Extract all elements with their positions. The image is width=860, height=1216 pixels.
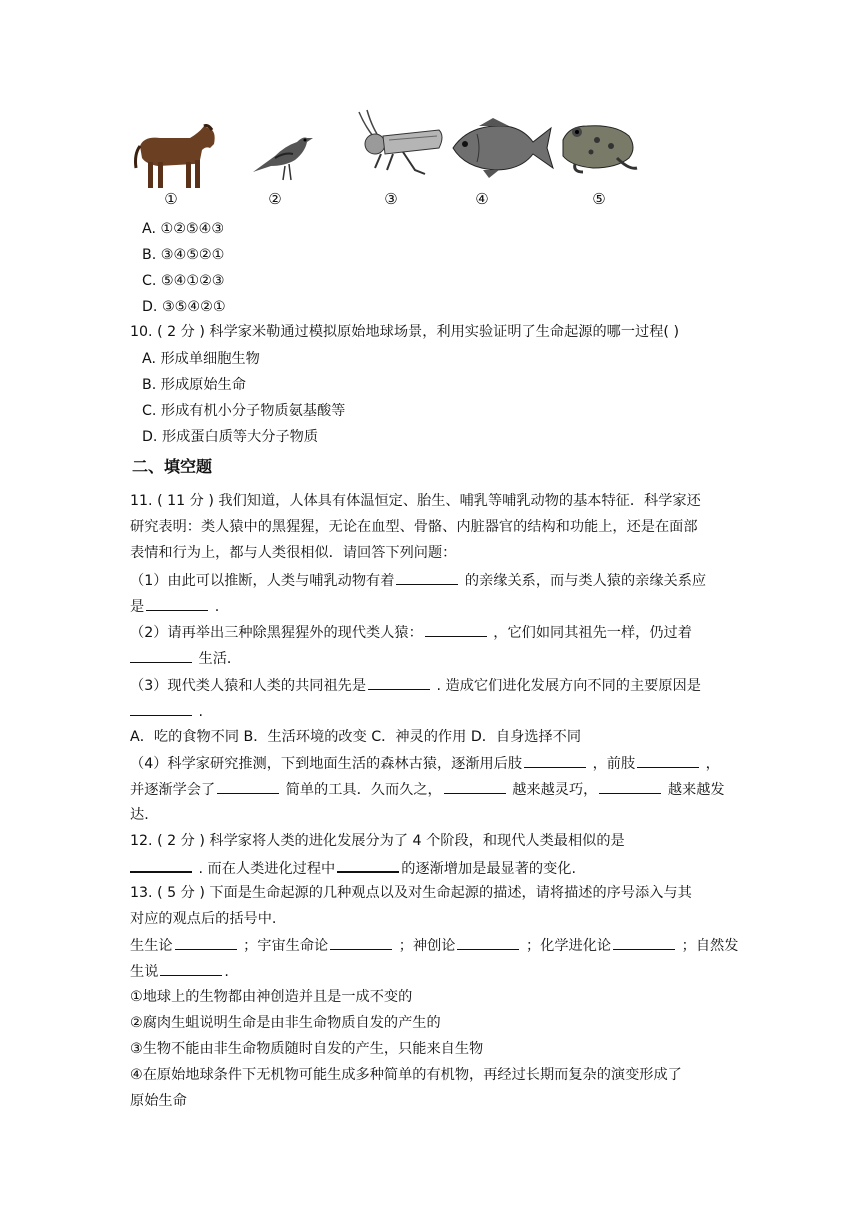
q11-line-2: 研究表明：类人猿中的黑猩猩，无论在血型、骨骼、内脏器官的结构和功能上，还是在面部	[130, 519, 698, 535]
q13-line-2: 对应的观点后的括号中.	[130, 911, 277, 927]
q10-option-d: D. 形成蛋白质等大分子物质	[142, 429, 319, 445]
q11-part-4-end: 达.	[130, 807, 149, 823]
section-title: 二、填空题	[132, 457, 213, 476]
q11-part-2: （2）请再举出三种除黑猩猩外的现代类人猿： ，它们如同其祖先一样，仍过着	[130, 622, 692, 643]
animal-label-3: ③	[384, 190, 398, 208]
q11-part-3-cont: .	[130, 701, 203, 722]
animal-label-4: ④	[475, 190, 489, 208]
q11-part-4-cont: 并逐渐学会了 简单的工具．久而久之， 越来越灵巧， 越来越发	[130, 779, 725, 800]
q10-stem: 10. ( 2 分 ) 科学家米勒通过模拟原始地球场景，利用实验证明了生命起源的哪一过程( )	[130, 324, 679, 340]
horse-icon	[130, 124, 222, 190]
q13-line-4: 生说 .	[130, 961, 229, 982]
q9-option-a: A. ①②⑤④③	[142, 221, 225, 237]
answer-blank[interactable]	[337, 857, 399, 873]
q9-option-d: D. ③⑤④②①	[142, 299, 226, 315]
q11-part-3-options: A．吃的食物不同 B．生活环境的改变 C．神灵的作用 D．自身选择不同	[130, 729, 582, 745]
animal-figure	[125, 108, 645, 208]
answer-blank[interactable]	[130, 648, 192, 663]
q11-part-1: （1）由此可以推断，人类与哺乳动物有着 的亲缘关系，而与类人猿的亲缘关系应	[130, 570, 706, 591]
q13-line-1: 13. ( 5 分 ) 下面是生命起源的几种观点以及对生命起源的描述，请将描述的序号添入与其	[130, 885, 692, 901]
animal-label-5: ⑤	[592, 190, 606, 208]
answer-blank[interactable]	[175, 935, 237, 950]
answer-blank[interactable]	[396, 570, 458, 585]
answer-blank[interactable]	[217, 779, 279, 794]
answer-blank[interactable]	[444, 779, 506, 794]
answer-blank[interactable]	[425, 622, 487, 637]
q9-option-b: B. ③④⑤②①	[142, 247, 225, 263]
q11-line-1: 11. ( 11 分 ) 我们知道，人体具有体温恒定、胎生、哺乳等哺乳动物的基本特征．科学家还	[130, 493, 701, 509]
q11-line-3: 表情和行为上，都与人类很相似．请回答下列问题：	[130, 545, 457, 561]
answer-blank[interactable]	[457, 935, 519, 950]
fish-icon	[449, 116, 555, 178]
answer-blank[interactable]	[524, 753, 586, 768]
q10-option-b: B. 形成原始生命	[142, 377, 246, 393]
answer-blank[interactable]	[146, 596, 208, 611]
q12-line-2: . 而在人类进化过程中 的逐渐增加是最显著的变化.	[130, 857, 576, 879]
frog-icon	[557, 118, 639, 174]
q13-item-4-cont: 原始生命	[130, 1093, 187, 1109]
q10-option-a: A. 形成单细胞生物	[142, 351, 260, 367]
answer-blank[interactable]	[599, 779, 661, 794]
q13-item-3: ③生物不能由非生命物质随时自发的产生，只能来自生物	[130, 1041, 484, 1057]
q9-option-c: C. ⑤④①②③	[142, 273, 225, 289]
answer-blank[interactable]	[130, 701, 192, 716]
answer-blank[interactable]	[160, 961, 222, 976]
q13-item-2: ②腐肉生蛆说明生命是由非生命物质自发的产生的	[130, 1015, 441, 1031]
answer-blank[interactable]	[613, 935, 675, 950]
answer-blank[interactable]	[637, 753, 699, 768]
q11-part-2-cont: 生活．	[130, 648, 241, 669]
q11-part-1-cont: 是 .	[130, 596, 219, 617]
q10-option-c: C. 形成有机小分子物质氨基酸等	[142, 403, 346, 419]
grasshopper-icon	[353, 108, 449, 178]
answer-blank[interactable]	[130, 857, 192, 873]
q13-line-3: 生生论 ；宇宙生命论 ；神创论 ；化学进化论 ；自然发	[130, 935, 738, 956]
q13-item-4: ④在原始地球条件下无机物可能生成多种简单的有机物，再经过长期而复杂的演变形成了	[130, 1067, 682, 1083]
answer-blank[interactable]	[368, 675, 430, 690]
animal-label-1: ①	[164, 190, 178, 208]
q12-line-1: 12. ( 2 分 ) 科学家将人类的进化发展分为了 4 个阶段，和现代人类最相似的是	[130, 833, 625, 849]
q11-part-3: （3）现代类人猿和人类的共同祖先是 . 造成它们进化发展方向不同的主要原因是	[130, 675, 701, 696]
answer-blank[interactable]	[330, 935, 392, 950]
q11-part-4: （4）科学家研究推测，下到地面生活的森林古猿，逐渐用后肢 ，前肢 ，	[130, 753, 720, 774]
q13-item-1: ①地球上的生物都由神创造并且是一成不变的	[130, 989, 413, 1005]
animal-label-2: ②	[268, 190, 282, 208]
bird-icon	[245, 122, 315, 182]
